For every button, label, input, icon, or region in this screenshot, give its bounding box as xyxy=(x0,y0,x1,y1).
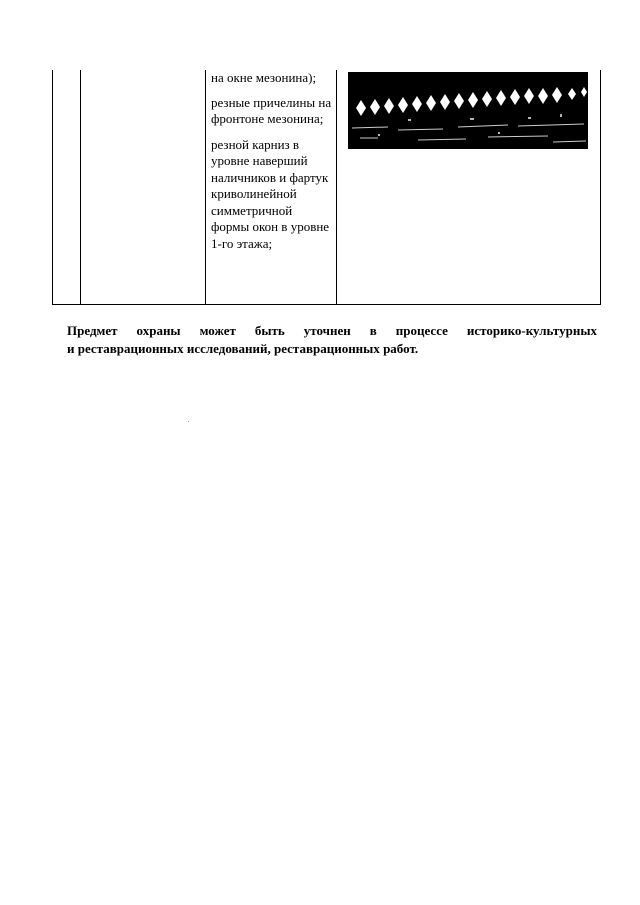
note-line: Предмет охраны может быть уточнен в процессе историко-культурных xyxy=(67,323,597,338)
description-item: на окне мезонина); xyxy=(211,70,317,85)
column-divider xyxy=(80,70,81,304)
carved-cornice-photo xyxy=(348,72,588,149)
description-cell xyxy=(211,70,333,261)
scan-speck xyxy=(188,421,189,422)
protection-subject-note xyxy=(67,322,597,358)
carved-cornice-photo-image xyxy=(348,72,588,149)
description-item: резные причелины на фронтоне мезонина; xyxy=(211,94,332,126)
column-divider xyxy=(336,70,337,304)
description-item: резной карниз в уровне наверший наличников и фартук криволинейной симметричной формы окон в уровне 1-го этажа; xyxy=(211,136,330,251)
protection-subject-table xyxy=(52,70,601,305)
column-divider xyxy=(205,70,206,304)
note-line: и реставрационных исследований, реставрационных работ. xyxy=(67,341,419,356)
